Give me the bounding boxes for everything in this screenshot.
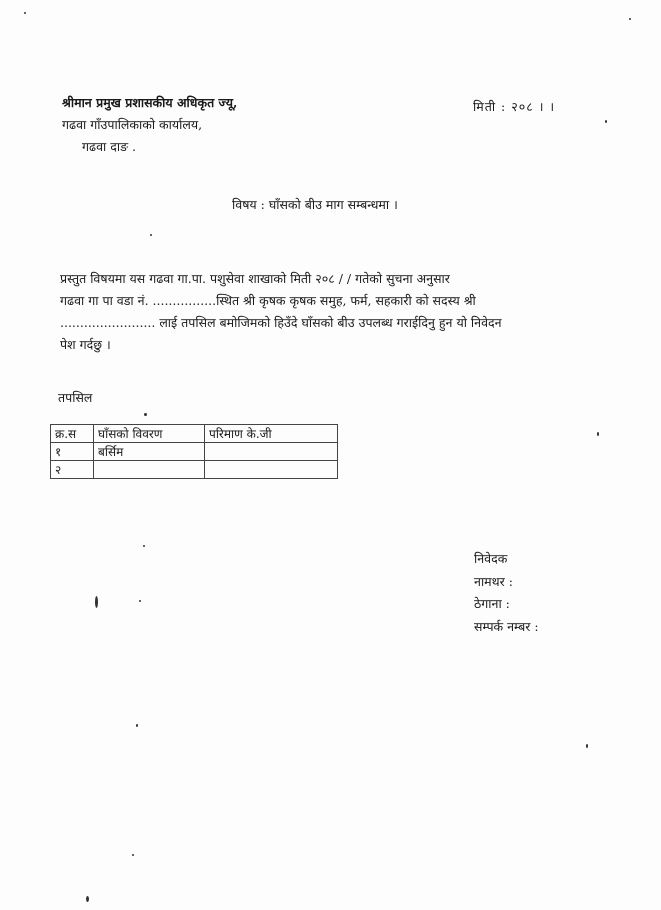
scan-speck: [95, 596, 98, 608]
table-cell: २: [51, 461, 94, 479]
scan-speck: [605, 120, 607, 123]
scan-speck: [143, 545, 145, 547]
table-cell: [205, 461, 338, 479]
recipient-line-2: गढवा गाँउपालिकाको कार्यालय,: [62, 117, 203, 132]
scan-speck: [597, 432, 599, 436]
scan-speck: [150, 234, 152, 236]
table-header-row: [51, 425, 338, 443]
table-cell: [94, 461, 205, 479]
scan-speck: [144, 413, 147, 416]
scan-speck: [136, 724, 138, 727]
applicant-address-label: ठेगाना :: [474, 596, 510, 611]
recipient-address: [62, 92, 237, 158]
table-cell: [205, 443, 338, 461]
recipient-line-3: गढवा दाङ .: [82, 139, 137, 154]
column-header-quantity: परिमाण के.जी: [205, 425, 338, 443]
column-header-sn: क्र.स: [51, 425, 94, 443]
table-row: [51, 443, 338, 461]
scan-speck: [586, 744, 588, 748]
letter-subject: विषय : घाँसको बीउ माग सम्बन्धमा ।: [232, 197, 398, 212]
table-cell: बर्सिम: [94, 443, 205, 461]
table-row: [51, 461, 338, 479]
details-label: तपसिल: [58, 390, 93, 405]
letter-body: [60, 268, 613, 356]
applicant-block: [474, 548, 539, 638]
applicant-title: निवेदक: [474, 551, 508, 566]
body-line-2: गढवा गा पा वडा नं. ................स्थित श्री कृषक कृषक समुह, फर्म, सहकारी को सदस्य श्री: [60, 293, 476, 308]
applicant-name-label: नामथर :: [474, 573, 513, 589]
scan-speck: [24, 12, 26, 14]
body-line-3: ........................ लाई तपसिल बमोजिमको हिउँदे घाँसको बीउ उपलब्ध गराईदिनु हुन यो निवेदन: [60, 315, 502, 330]
column-header-description: घाँसको विवरण: [94, 425, 205, 443]
details-table: [50, 424, 338, 479]
scan-speck: [132, 854, 134, 856]
recipient-line-1: श्रीमान प्रमुख प्रशासकीय अधिकृत ज्यू,: [62, 95, 238, 110]
table-cell: १: [51, 443, 94, 461]
scan-speck: [86, 896, 89, 902]
scan-speck: [139, 600, 141, 602]
body-line-1: प्रस्तुत विषयमा यस गढवा गा.पा. पशुसेवा शाखाको मिती २०८ / / गतेको सुचना अनुसार: [60, 271, 450, 286]
scan-speck: [629, 18, 631, 20]
letter-date: मिती : २०८ । ।: [473, 99, 556, 114]
applicant-contact-label: सम्पर्क नम्बर :: [474, 618, 539, 634]
body-line-4: पेश गर्दछु ।: [60, 337, 111, 352]
